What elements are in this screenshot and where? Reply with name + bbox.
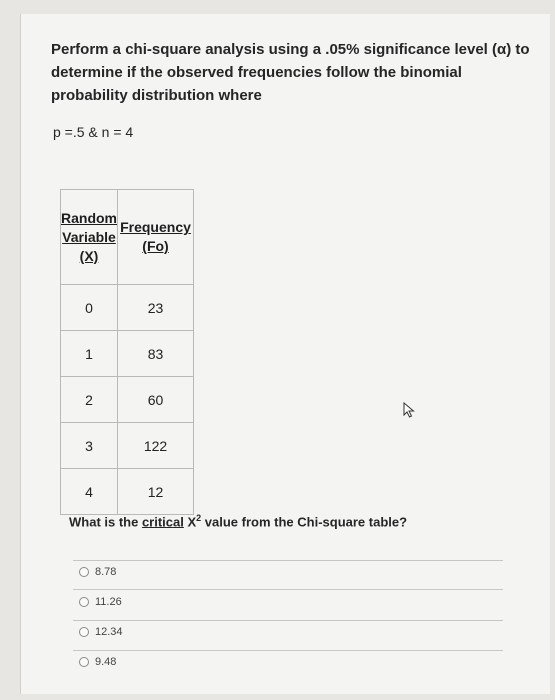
answer-option[interactable]: 11.26: [79, 596, 122, 608]
table-row: [61, 331, 194, 377]
table-cell-frequency: 12: [118, 469, 194, 515]
table-row: [61, 469, 194, 515]
divider: [73, 650, 503, 651]
subquestion-text: What is the critical $X^2$ value from the Chi-square table?: [69, 513, 408, 530]
header-frequency: Frequency (Fo): [118, 190, 194, 285]
mouse-pointer-icon: [403, 402, 415, 423]
header-random-variable: Random Variable (X): [61, 190, 118, 285]
divider: [73, 589, 503, 590]
table-cell-x: 1: [61, 331, 118, 377]
table-row: [61, 423, 194, 469]
table-row: [61, 285, 194, 331]
table-cell-frequency: 23: [118, 285, 194, 331]
answer-option[interactable]: 12.34: [79, 626, 123, 638]
table-cell-frequency: 122: [118, 423, 194, 469]
table-cell-x: 0: [61, 285, 118, 331]
table-cell-x: 2: [61, 377, 118, 423]
question-text: Perform a chi-square analysis using a .05% significance level (α) to determine if the observed frequencies follow the binomial probability distribution where: [51, 41, 530, 104]
answer-option[interactable]: 9.48: [79, 656, 116, 668]
table-cell-frequency: 60: [118, 377, 194, 423]
radio-button[interactable]: [79, 567, 89, 577]
radio-button[interactable]: [79, 657, 89, 667]
frequency-table: [60, 189, 194, 515]
question-card: [20, 14, 550, 694]
radio-button[interactable]: [79, 597, 89, 607]
answer-option[interactable]: 8.78: [79, 566, 116, 578]
table-cell-x: 3: [61, 423, 118, 469]
divider: [73, 620, 503, 621]
radio-button[interactable]: [79, 627, 89, 637]
table-cell-frequency: 83: [118, 331, 194, 377]
table-row: [61, 377, 194, 423]
table-cell-x: 4: [61, 469, 118, 515]
question-params: p =.5 & n = 4: [53, 124, 134, 140]
divider: [73, 560, 503, 561]
table-header-row: [61, 190, 194, 285]
